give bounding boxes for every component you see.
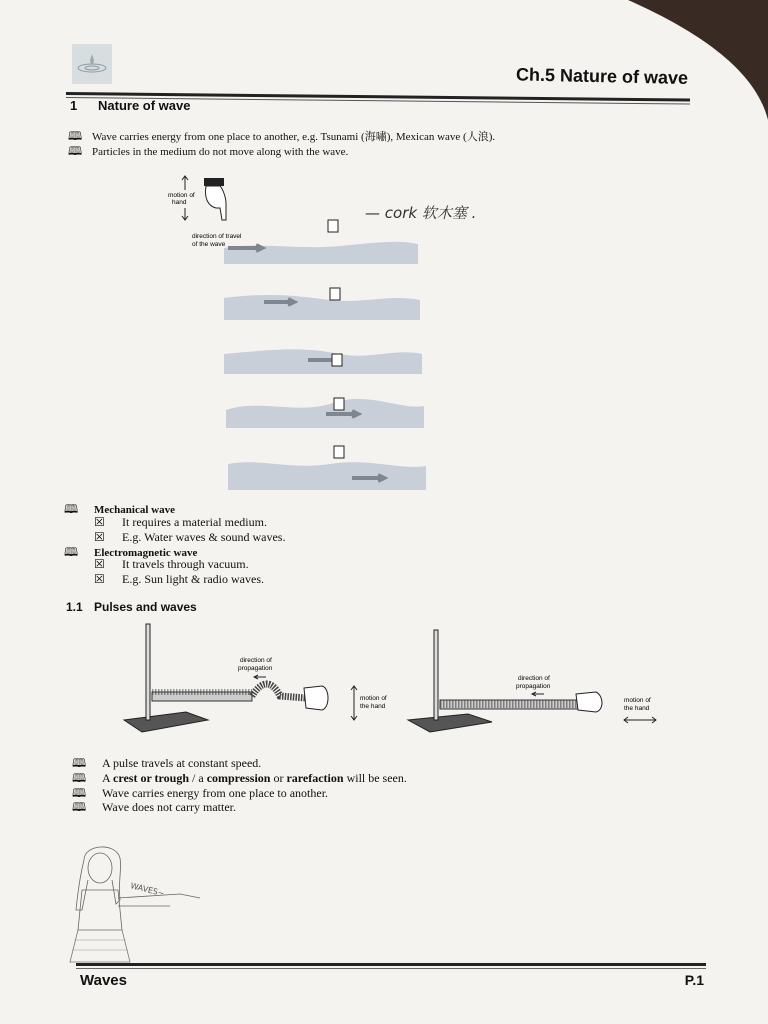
slinky-pulse-diagram <box>124 624 387 732</box>
hand-label-1: motion of <box>624 697 651 704</box>
text-part: or <box>270 771 287 785</box>
cork-handwritten-note: — cork 软木塞 . <box>365 204 477 222</box>
book-icon: 🕮 <box>72 786 87 800</box>
bullet-text: Particles in the medium do not move along with the wave. <box>92 146 349 158</box>
footer-topic: Waves <box>80 972 127 989</box>
sub-point <box>94 572 264 587</box>
water-drop-logo <box>72 44 112 84</box>
down-arrow-icon <box>182 208 188 220</box>
horizontal-arrow-icon <box>624 717 656 723</box>
left-arrow-icon <box>254 675 266 679</box>
girl-sketch-illustration <box>60 840 210 965</box>
motion-of-hand-label-2: hand <box>172 199 187 206</box>
footer-rule <box>76 963 706 966</box>
left-arrow-icon <box>532 692 544 696</box>
pulse-point-text: A pulse travels at constant speed. <box>102 756 262 770</box>
book-icon: 🕮 <box>72 771 87 785</box>
bullet-line <box>68 142 348 163</box>
checkbox-icon: ☒ <box>94 557 105 571</box>
wave-cork-diagram <box>160 170 560 500</box>
book-icon: 🕮 <box>72 756 87 770</box>
book-icon: 🕮 <box>64 545 79 559</box>
hand-label-1: motion of <box>360 695 387 702</box>
page-number: P.1 <box>684 972 704 988</box>
sub-point <box>94 557 249 572</box>
sub-point-text: E.g. Water waves & sound waves. <box>122 530 286 544</box>
checkbox-icon: ☒ <box>94 515 105 529</box>
text-part: will be seen. <box>343 771 407 785</box>
footer-rule-thin <box>76 968 706 969</box>
mechanical-wave-title: Mechanical wave <box>94 504 175 516</box>
vertical-arrow-icon <box>351 686 357 720</box>
wave-strip <box>224 220 418 264</box>
up-arrow-icon <box>182 176 188 190</box>
text-part: A <box>102 771 114 785</box>
wave-strip <box>228 446 426 490</box>
pulse-point-text: Wave carries energy from one place to another. <box>102 786 329 800</box>
section-title: Pulses and waves <box>94 600 197 614</box>
section-title: Nature of wave <box>98 98 191 113</box>
wave-strip <box>224 288 420 320</box>
prop-label-2: propagation <box>238 665 273 672</box>
cork-icon <box>334 398 344 410</box>
sub-point <box>94 515 267 530</box>
sub-point-text: It travels through vacuum. <box>122 557 249 571</box>
section-number: 1 <box>70 98 78 113</box>
chapter-title: Ch.5 Nature of wave <box>515 64 689 88</box>
bullet-text: Wave carries energy from one place to another, e.g. Tsunami (海嘯), Mexican wave (人浪). <box>92 131 496 143</box>
checkbox-icon: ☒ <box>94 530 105 544</box>
bold-part: rarefaction <box>286 771 344 785</box>
pulse-point <box>72 798 236 819</box>
em-wave-title: Electromagnetic wave <box>94 547 198 559</box>
book-icon: 🕮 <box>72 800 87 814</box>
cork-icon <box>330 288 340 300</box>
book-icon: 🕮 <box>68 144 83 158</box>
checkbox-icon: ☒ <box>94 572 105 586</box>
sketch-waves-text: WAVES~ <box>129 881 166 899</box>
sub-point-text: E.g. Sun light & radio waves. <box>122 572 264 586</box>
book-icon: 🕮 <box>64 502 79 516</box>
hand-icon <box>204 178 226 220</box>
section-number: 1.1 <box>66 600 83 614</box>
travel-label-1: direction of travel <box>192 233 242 240</box>
wave-strip <box>226 398 424 428</box>
text-part: / a <box>189 771 207 785</box>
travel-label-2: of the wave <box>192 241 226 248</box>
bold-part: compression <box>206 771 271 785</box>
section-1-heading <box>70 98 190 113</box>
motion-of-hand-label-1: motion of <box>168 192 195 199</box>
cork-icon <box>334 446 344 458</box>
wave-strip <box>224 349 422 374</box>
cork-icon <box>332 354 342 366</box>
section-1-1-heading <box>66 600 197 614</box>
hand-label-2: the hand <box>360 703 386 710</box>
hand-label-2: the hand <box>624 705 650 712</box>
prop-label-1: direction of <box>240 657 272 664</box>
cork-icon <box>328 220 338 232</box>
sub-point-text: It requires a material medium. <box>122 515 267 529</box>
bold-part: crest or trough <box>113 771 190 785</box>
prop-label-1: direction of <box>518 675 550 682</box>
pulse-point-text: Wave does not carry matter. <box>102 800 236 814</box>
slinky-wave-diagram <box>408 630 656 732</box>
prop-label-2: propagation <box>516 683 551 690</box>
slinky-diagrams <box>116 620 676 750</box>
book-icon: 🕮 <box>68 129 83 143</box>
